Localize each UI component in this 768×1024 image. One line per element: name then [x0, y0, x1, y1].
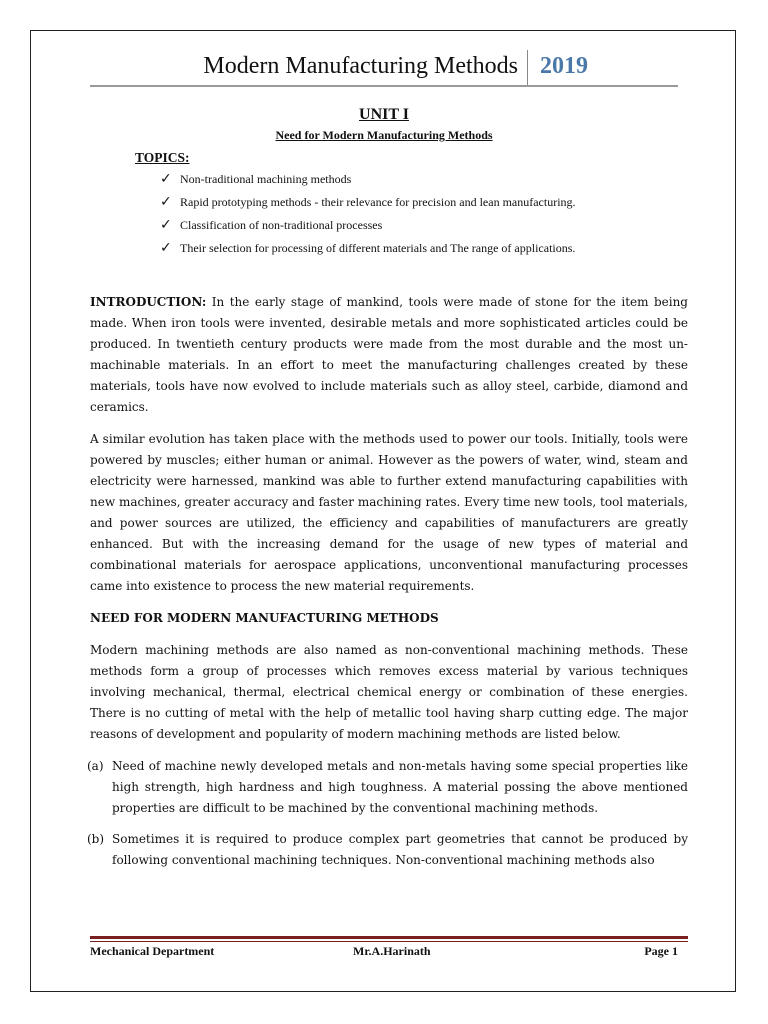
reason-text: Sometimes it is required to produce complex part geometries that cannot be produced by following conventional machining techniques. Non-conventional machining methods also [112, 832, 688, 867]
page-header [90, 50, 678, 84]
introduction-label: INTRODUCTION: [90, 295, 207, 309]
topic-text: Classification of non-traditional processes [180, 218, 383, 232]
need-heading: NEED FOR MODERN MANUFACTURING METHODS [90, 611, 439, 625]
topic-item [160, 168, 576, 191]
reason-item [87, 756, 688, 819]
footer-rule-thin [90, 941, 688, 942]
introduction-paragraph [90, 292, 688, 418]
unit-title: UNIT I [359, 106, 409, 123]
check-icon: ✓ [160, 217, 172, 233]
check-icon: ✓ [160, 171, 172, 187]
footer-department: Mechanical Department [90, 944, 215, 958]
topic-text: Rapid prototyping methods - their relevance for precision and lean manufacturing. [180, 195, 576, 209]
check-icon: ✓ [160, 240, 172, 256]
header-title: Modern Manufacturing Methods [203, 53, 518, 79]
evolution-paragraph: A similar evolution has taken place with the methods used to power our tools. Initially, tools were powered by muscles; either human or animal. However as the powers of water, wind, steam and electricity were harnessed, mankind was able to further extend manufacturing capabilities with new machines, greater accuracy and faster machining rates. Every time new tools, tool materials, and power sources are utilized, the efficiency and capabilities of manufacturers are greatly enhanced. But with the increasing demand for the usage of new types of material and combinational materials for aerospace applications, unconventional manufacturing processes came into existence to process the new material requirements. [90, 432, 688, 593]
document-body [87, 292, 688, 881]
header-rule [90, 85, 678, 87]
reason-text: Need of machine newly developed metals and non-metals having some special properties like high strength, high hardness and high toughness. A material possing the above mentioned properties are difficult to be machined by the conventional machining methods. [112, 759, 688, 815]
reason-item [87, 829, 688, 871]
introduction-text: In the early stage of mankind, tools were made of stone for the item being made. When iron tools were invented, desirable metals and more sophisticated articles could be produced. In twentieth century products were made from the most durable and the most un-machinable materials. In an effort to meet the manufacturing challenges created by these materials, tools have now evolved to include materials such as alloy steel, carbide, diamond and ceramics. [90, 295, 688, 414]
topic-text: Their selection for processing of different materials and The range of applications. [180, 241, 576, 255]
footer-rule [90, 936, 688, 939]
reasons-list [87, 756, 688, 871]
header-year: 2019 [540, 53, 588, 79]
reason-marker: (b) [87, 832, 105, 846]
topic-item [160, 237, 576, 260]
reason-marker: (a) [87, 759, 104, 773]
unit-subtitle: Need for Modern Manufacturing Methods [275, 128, 493, 142]
footer-author: Mr.A.Harinath [353, 944, 431, 958]
topic-item [160, 191, 576, 214]
topics-list [160, 168, 576, 260]
modern-methods-paragraph: Modern machining methods are also named as non-conventional machining methods. These methods form a group of processes which removes excess material by various techniques involving mechanical, thermal, electrical chemical energy or combination of these energies. There is no cutting of metal with the help of metallic tool having sharp cutting edge. The major reasons of development and popularity of modern machining methods are listed below. [90, 643, 688, 741]
check-icon: ✓ [160, 194, 172, 210]
topic-text: Non-traditional machining methods [180, 172, 352, 186]
topics-label: TOPICS: [135, 150, 190, 165]
page-footer [90, 944, 688, 964]
footer-page-number: Page 1 [644, 944, 678, 958]
header-separator [527, 50, 528, 86]
topic-item [160, 214, 576, 237]
